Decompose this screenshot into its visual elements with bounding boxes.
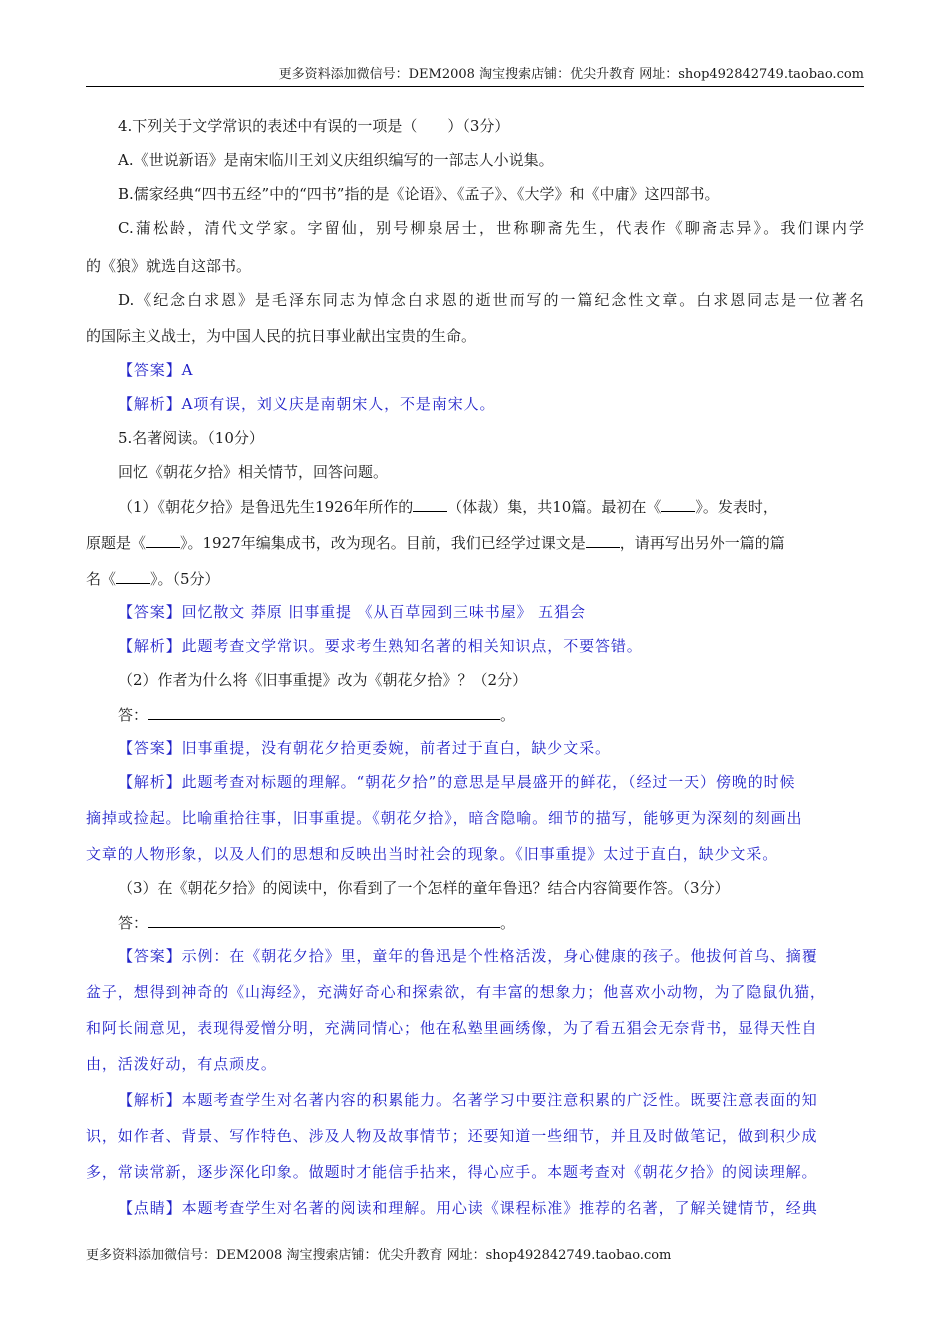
q5-stem: 5.名著阅读。（10分）: [118, 429, 264, 447]
q5-part3-answer-line2: 盆子，想得到神奇的《山海经》，充满好奇心和探索欲，有丰富的想象力；他喜欢小动物，为了隐鼠仇猫，: [86, 983, 826, 1001]
q5-part1-analysis: 【解析】此题考查文学常识。要求考生熟知名著的相关知识点，不要答错。: [118, 637, 643, 655]
q5-part1-text-e: 》。1927年编集成书，改为现名。目前，我们已经学过课文是: [180, 534, 586, 552]
fill-blank: [116, 568, 150, 584]
q5-part3-tip: 【点睛】本题考查学生对名著的阅读和理解。用心读《课程标准》推荐的名著，了解关键情节，经典: [118, 1199, 818, 1217]
q4-option-d-line1: D.《纪念白求恩》是毛泽东同志为悼念白求恩的逝世而写的一篇纪念性文章。白求恩同志是一位著名: [118, 291, 864, 309]
q5-part1-answer: 【答案】回忆散文 莽原 旧事重提 《从百草园到三味书屋》 五猖会: [118, 603, 586, 621]
q5-part2-answer: 【答案】旧事重提，没有朝花夕拾更委婉，前者过于直白，缺少文采。: [118, 739, 611, 757]
q5-part3-analysis-line1: 【解析】本题考查学生对名著内容的积累能力。名著学习中要注意积累的广泛性。既要注意表面的知: [118, 1091, 818, 1109]
q5-part2-analysis-line2: 摘掉或捡起。比喻重拾往事，旧事重提。《朝花夕拾》，暗含隐喻。细节的描写，能够更为深刻的刻画出: [86, 809, 803, 827]
q5-part1-text-c: 》。发表时，: [695, 498, 778, 516]
q4-analysis: 【解析】A项有误，刘义庆是南朝宋人，不是南宋人。: [118, 395, 496, 413]
answer-blank: [148, 704, 500, 720]
page-footer: 更多资料添加微信号：DEM2008 淘宝搜索店铺：优尖升教育 网址：shop492842749.taobao.com: [86, 1248, 672, 1263]
q4-option-b: B.儒家经典“四书五经”中的“四书”指的是《论语》、《孟子》、《大学》和《中庸》这四部书。: [118, 185, 720, 203]
q5-part3-analysis-line2: 识，如作者、背景、写作特色、涉及人物及故事情节；还要知道一些细节，并且及时做笔记，做到积少成: [86, 1127, 818, 1145]
fill-blank: [413, 496, 447, 512]
answer-period: 。: [500, 914, 516, 932]
fill-blank: [586, 532, 620, 548]
q5-part1-line1: [118, 496, 778, 517]
q5-intro: 回忆《朝花夕拾》相关情节，回答问题。: [118, 463, 389, 481]
q5-part3-answer-line1: 【答案】示例：在《朝花夕拾》里，童年的鲁迅是个性格活泼，身心健康的孩子。他拔何首乌、摘覆: [118, 947, 818, 965]
page-header: 更多资料添加微信号：DEM2008 淘宝搜索店铺：优尖升教育 网址：shop492842749.taobao.com: [86, 66, 864, 87]
answer-blank: [148, 912, 500, 928]
fill-blank: [146, 532, 180, 548]
q5-part1-text-b: （体裁）集，共10篇。最初在《: [447, 498, 662, 516]
q5-part1-line3: [86, 568, 220, 589]
q5-part2-analysis-line1: 【解析】此题考查对标题的理解。“朝花夕拾”的意思是早晨盛开的鲜花，（经过一天）傍晚的时候: [118, 773, 796, 791]
q4-option-a: A.《世说新语》是南宋临川王刘义庆组织编写的一部志人小说集。: [118, 151, 554, 169]
q4-option-d-line2: 的国际主义战士，为中国人民的抗日事业献出宝贵的生命。: [86, 327, 477, 345]
q5-part2-answer-line: [118, 704, 515, 725]
q5-part3-answer-line: [118, 912, 515, 933]
q4-option-c-line2: 的《狼》就选自这部书。: [86, 257, 252, 275]
q5-part1-text-f: ，请再写出另外一篇的篇: [619, 534, 785, 552]
q5-part1-line2: [86, 532, 785, 553]
q5-part1-text-h: 》。（5分）: [150, 570, 220, 588]
q5-part1-text-d: 原题是《: [86, 534, 147, 552]
q5-part2-analysis-line3: 文章的人物形象，以及人们的思想和反映出当时社会的现象。《旧事重提》太过于直白，缺少文采。: [86, 845, 779, 863]
fill-blank: [661, 496, 695, 512]
q5-part3-answer-line4: 由，活泼好动，有点顽皮。: [86, 1055, 277, 1073]
answer-label: 答：: [118, 914, 149, 932]
q4-stem: 4.下列关于文学常识的表述中有误的一项是（ ）（3分）: [118, 117, 510, 135]
q5-part2-stem: （2）作者为什么将《旧事重提》改为《朝花夕拾》？（2分）: [118, 671, 528, 689]
q4-answer: 【答案】A: [118, 361, 194, 379]
q5-part1-text-a: （1）《朝花夕拾》是鲁迅先生1926年所作的: [118, 498, 414, 516]
q5-part3-stem: （3）在《朝花夕拾》的阅读中，你看到了一个怎样的童年鲁迅？结合内容简要作答。（3分）: [118, 879, 730, 897]
q5-part3-answer-line3: 和阿长闹意见，表现得爱憎分明，充满同情心；他在私塾里画绣像，为了看五猖会无奈背书，显得天性自: [86, 1019, 818, 1037]
q5-part3-analysis-line3: 多，常读常新，逐步深化印象。做题时才能信手拈来，得心应手。本题考查对《朝花夕拾》的阅读理解。: [86, 1163, 818, 1181]
q4-option-c-line1: C.蒲松龄，清代文学家。字留仙，别号柳泉居士，世称聊斋先生，代表作《聊斋志异》。我们课内学: [118, 219, 864, 237]
q5-part1-text-g: 名《: [86, 570, 117, 588]
answer-label: 答：: [118, 706, 149, 724]
answer-period: 。: [500, 706, 516, 724]
